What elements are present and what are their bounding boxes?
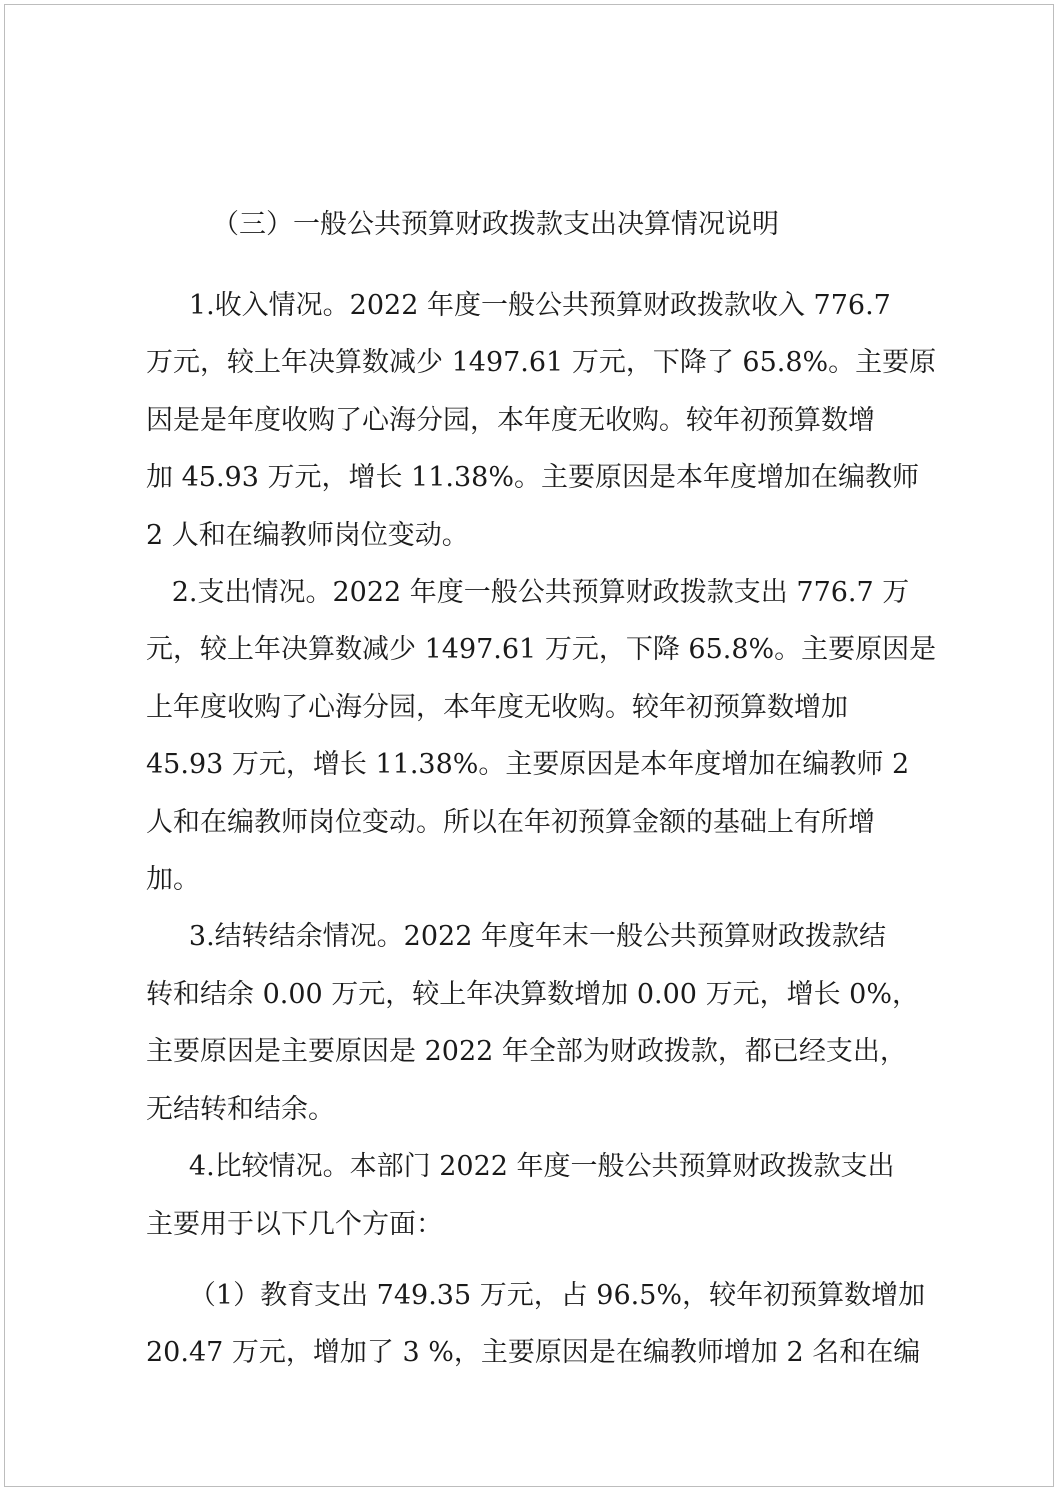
text-line: 加。 [146, 864, 200, 896]
paragraph-income [146, 277, 937, 564]
text-line: 上年度收购了心海分园，本年度无收购。较年初预算数增加 [146, 691, 848, 723]
text-line: 因是是年度收购了心海分园，本年度无收购。较年初预算数增 [146, 404, 875, 436]
text-line: 3.结转结余情况。2022 年度年末一般公共预算财政拨款结 [146, 921, 886, 953]
text-line: 转和结余 0.00 万元，较上年决算数增加 0.00 万元，增长 0%， [146, 978, 919, 1010]
paragraph-expenditure [146, 564, 937, 908]
document-body [146, 203, 937, 1382]
text-line: 无结转和结余。 [146, 1093, 335, 1125]
paragraph-comparison [146, 1138, 926, 1253]
section-heading: （三）一般公共预算财政拨款支出决算情况说明 [212, 209, 779, 240]
paragraph-education [146, 1267, 926, 1382]
text-line: 万元，较上年决算数减少 1497.61 万元，下降了 65.8%。主要原 [146, 347, 937, 379]
text-line: 元，较上年决算数减少 1497.61 万元，下降 65.8%。主要原因是 [146, 634, 937, 666]
text-line: 2.支出情况。2022 年度一般公共预算财政拨款支出 776.7 万 [146, 577, 910, 609]
text-line: 主要原因是主要原因是 2022 年全部为财政拨款，都已经支出， [146, 1036, 907, 1068]
text-line: （1）教育支出 749.35 万元，占 96.5%，较年初预算数增加 [146, 1279, 926, 1311]
text-line: 人和在编教师岗位变动。所以在年初预算金额的基础上有所增 [146, 806, 875, 838]
text-line: 1.收入情况。2022 年度一般公共预算财政拨款收入 776.7 [146, 290, 891, 321]
text-line: 主要用于以下几个方面： [146, 1208, 443, 1240]
text-line: 2 人和在编教师岗位变动。 [146, 519, 469, 551]
text-line: 4.比较情况。本部门 2022 年度一般公共预算财政拨款支出 [146, 1151, 895, 1183]
document-page [4, 4, 1054, 1487]
text-line: 加 45.93 万元，增长 11.38%。主要原因是本年度增加在编教师 [146, 462, 919, 494]
paragraph-carryover [146, 908, 926, 1138]
text-line: 45.93 万元，增长 11.38%。主要原因是本年度增加在编教师 2 [146, 749, 910, 781]
text-line: 20.47 万元，增加了 3 %，主要原因是在编教师增加 2 名和在编 [146, 1337, 921, 1369]
